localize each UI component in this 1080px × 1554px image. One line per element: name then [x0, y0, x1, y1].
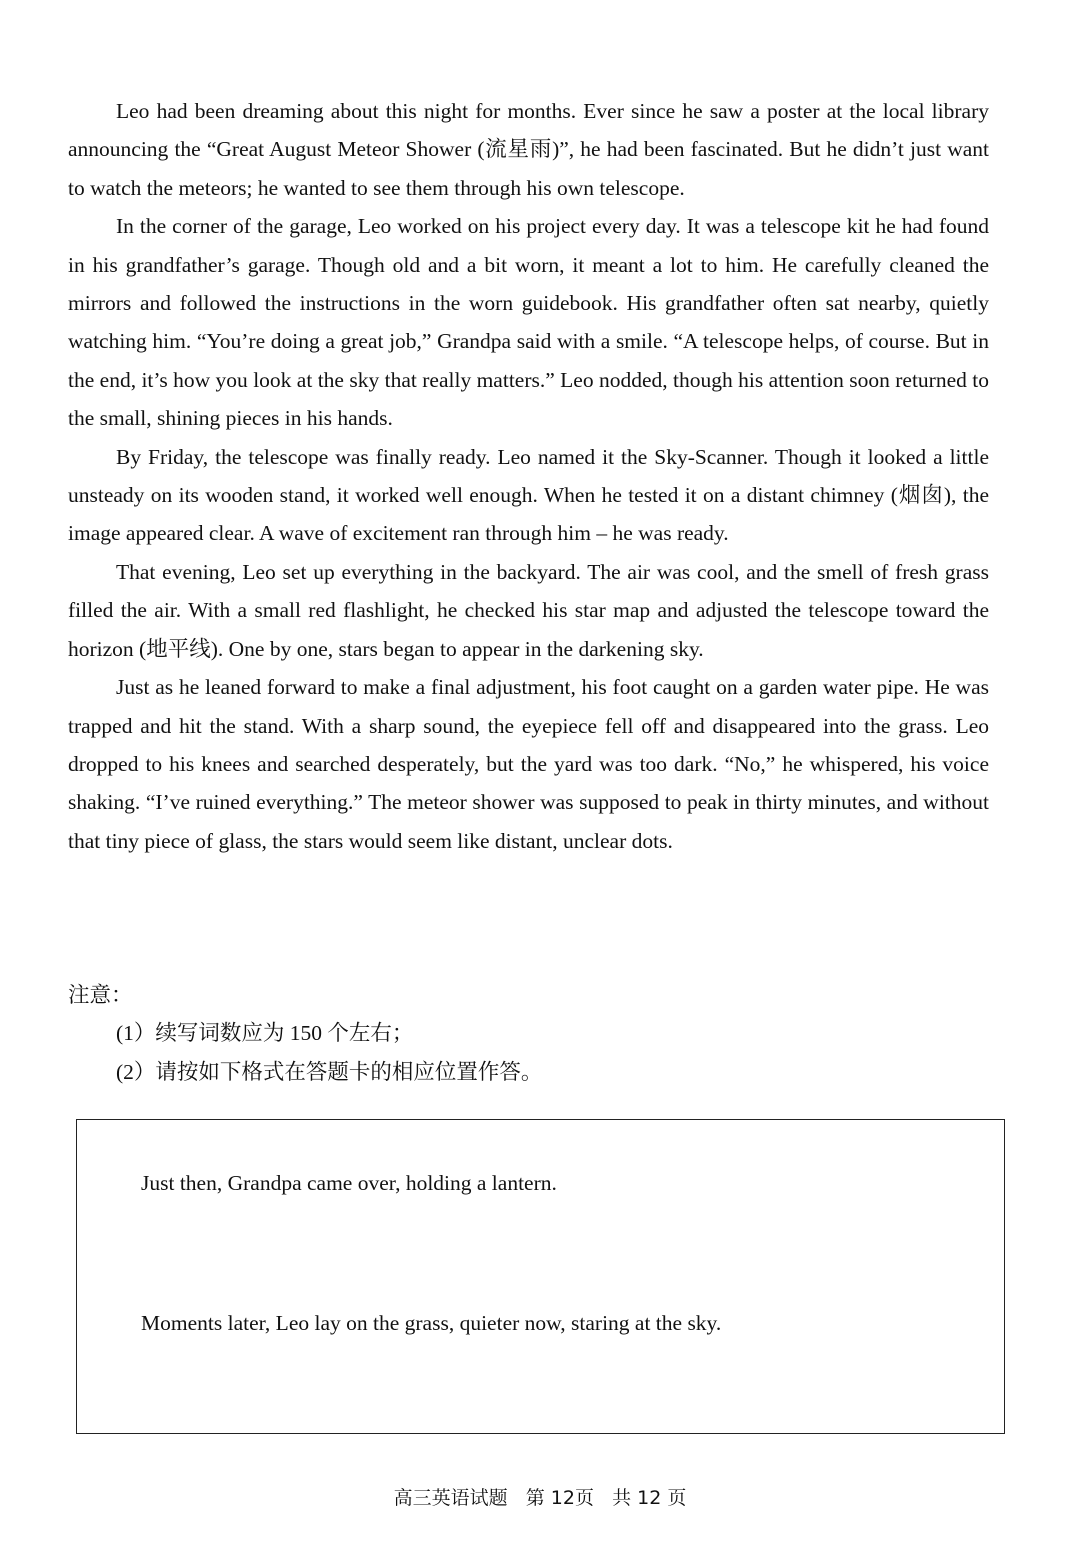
story-paragraph-5: Just as he leaned forward to make a final adjustment, his foot caught on a garden water pipe. He was trapped and hit the stand. With a sharp sound, the eyepiece fell off and disappeared into the grass. Leo dropped to his knees and searched desperately, but the yard was too dark. “No,” he whispered, his voice shaking. “I’ve ruined everything.” The meteor shower was supposed to peak in thirty minutes, and without that tiny piece of glass, the stars would seem like distant, unclear dots. [68, 675, 989, 853]
note-item-format: (2）请按如下格式在答题卡的相应位置作答。 [116, 1059, 543, 1084]
note-item-word-count: (1）续写词数应为 150 个左右； [116, 1021, 414, 1046]
answer-box [76, 1119, 1005, 1434]
page-footer: 高三英语试题 第 12页 共 12 页 [393, 1487, 687, 1509]
story-paragraph-3: By Friday, the telescope was finally ready. Leo named it the Sky-Scanner. Though it looked a little unsteady on its wooden stand, it worked well enough. When he tested it on a distant chimney (烟囱), the image appeared clear. A wave of excitement ran through him – he was ready. [68, 444, 989, 546]
story-text [68, 92, 989, 860]
continuation-prompt-1: Just then, Grandpa came over, holding a lantern. [141, 1171, 557, 1195]
continuation-prompt-2: Moments later, Leo lay on the grass, quieter now, staring at the sky. [141, 1311, 722, 1335]
notes-section [68, 976, 989, 1091]
story-paragraph-4: That evening, Leo set up everything in the backyard. The air was cool, and the smell of fresh grass filled the air. With a small red flashlight, he checked his star map and adjusted the telescope toward the horizon (地平线). One by one, stars began to appear in the darkening sky. [68, 559, 989, 661]
notes-title: 注意： [68, 983, 133, 1007]
story-paragraph-2: In the corner of the garage, Leo worked on his project every day. It was a telescope kit he had found in his grandfather’s garage. Though old and a bit worn, it meant a lot to him. He carefully cleaned the mirrors and followed the instructions in the worn guidebook. His grandfather often sat nearby, quietly watching him. “You’re doing a great job,” Grandpa said with a smile. “A telescope helps, of course. But in the end, it’s how you look at the sky that really matters.” Leo nodded, though his attention soon returned to the small, shining pieces in his hands. [68, 214, 989, 431]
story-paragraph-1: Leo had been dreaming about this night for months. Ever since he saw a poster at the local library announcing the “Great August Meteor Shower (流星雨)”, he had been fascinated. But he didn’t just want to watch the meteors; he wanted to see them through his own telescope. [68, 99, 989, 200]
